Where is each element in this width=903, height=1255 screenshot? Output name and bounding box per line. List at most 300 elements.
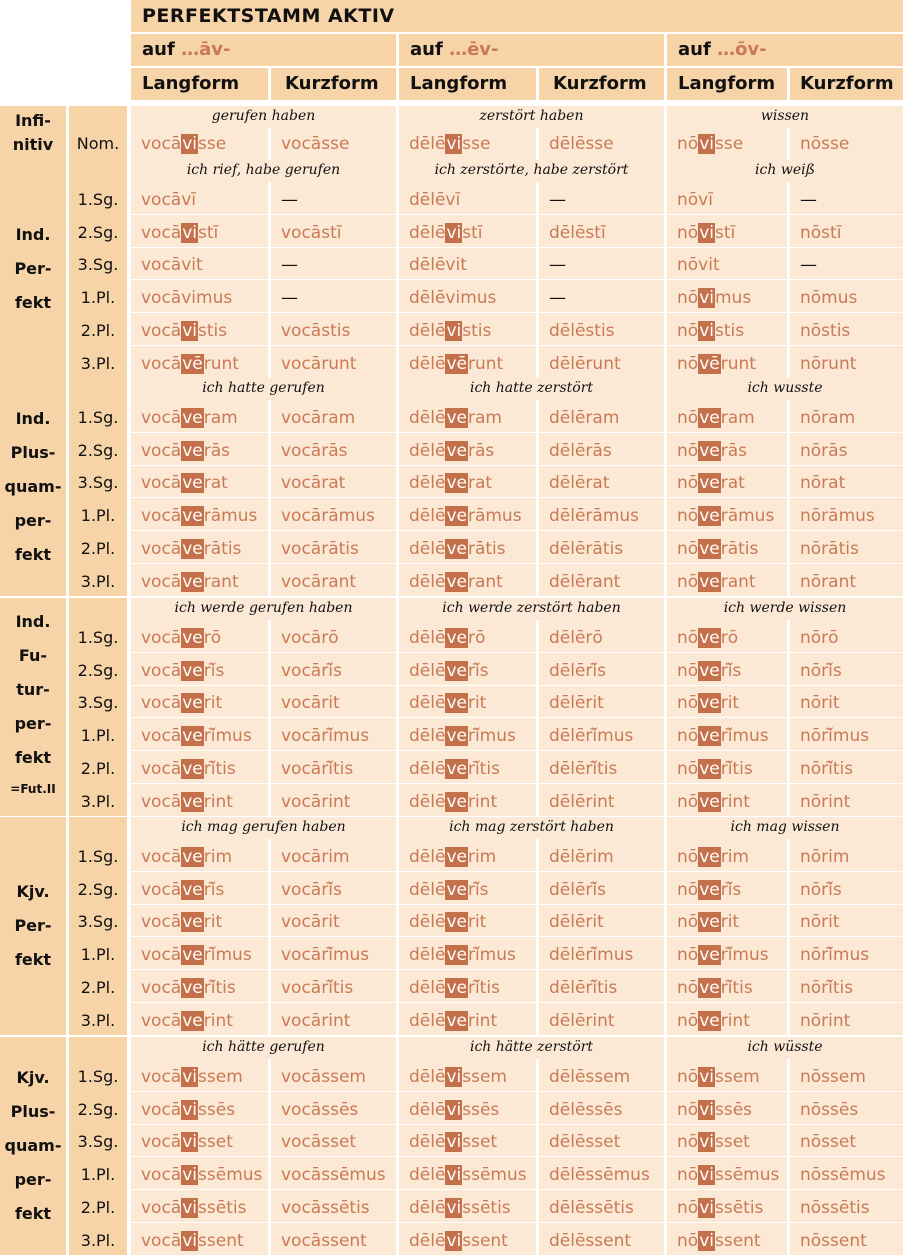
- form-highlight: ve: [699, 505, 720, 526]
- person-label: 1.Pl.: [80, 505, 116, 525]
- form-highlight: ve: [182, 725, 203, 746]
- form-part: rit: [203, 693, 223, 713]
- form-part: rǐ̄s: [467, 879, 489, 900]
- form-highlight: ve: [446, 758, 467, 779]
- form-part: dēlēssent: [549, 1230, 632, 1251]
- verb-form: [141, 407, 238, 429]
- form-part: vocārat: [281, 473, 346, 493]
- verb-form: [409, 440, 494, 462]
- verb-form: [141, 977, 236, 999]
- form-part: nōrǐ̄mus: [800, 725, 870, 746]
- form-highlight: ve: [182, 791, 203, 812]
- form-highlight: ve: [446, 440, 467, 461]
- verb-form: [409, 879, 489, 901]
- form-highlight: vi: [699, 1197, 714, 1218]
- verb-form: [281, 660, 342, 682]
- form-part: vocāstis: [281, 320, 351, 341]
- form-part: dēlē: [409, 1066, 446, 1087]
- form-dash: —: [281, 255, 298, 275]
- person-label: 1.Sg.: [77, 407, 119, 427]
- form-highlight: ve: [446, 660, 467, 681]
- verb-form: [409, 627, 485, 649]
- form-part: nō: [677, 912, 699, 932]
- form-part: rim: [203, 846, 233, 867]
- verb-form: [281, 1164, 386, 1186]
- col-header-langform: Langform: [410, 73, 508, 94]
- form-highlight: ve: [699, 440, 720, 461]
- form-part: dēlērǐ̄tis: [549, 977, 618, 998]
- form-part: dēlērāmus: [549, 505, 640, 526]
- section-label-line: =Fut.II: [10, 782, 56, 796]
- form-part: rint: [203, 1010, 233, 1031]
- verb-form: [409, 1010, 497, 1032]
- form-part: dēlē: [409, 846, 446, 867]
- form-part: dēlērat: [549, 473, 610, 493]
- verb-form: [677, 879, 741, 901]
- verb-form: [549, 758, 617, 780]
- form-part: rǐ̄s: [203, 660, 225, 681]
- form-part: ssent: [198, 1230, 244, 1251]
- verb-form: [800, 1010, 850, 1032]
- person-label: 2.Sg.: [77, 1099, 119, 1119]
- form-part: vocārunt: [281, 353, 357, 374]
- form-part: dēlē: [409, 758, 446, 779]
- form-highlight: ve: [699, 693, 720, 713]
- form-part: vocā: [141, 944, 182, 965]
- verb-form: [677, 440, 747, 462]
- form-highlight: ve: [699, 912, 720, 932]
- verb-form: [549, 660, 606, 682]
- form-part: dēlē: [409, 133, 446, 154]
- form-highlight: ve: [699, 627, 720, 648]
- form-highlight: vi: [182, 1066, 198, 1087]
- verb-form: [409, 1164, 527, 1186]
- verb-form: [281, 353, 356, 375]
- form-part: vocāssent: [281, 1230, 367, 1251]
- form-part: nō: [677, 1066, 699, 1087]
- form-part: nō: [677, 320, 699, 341]
- form-part: rat: [467, 473, 493, 493]
- verb-form: [409, 911, 486, 933]
- verb-form: [409, 407, 502, 429]
- form-part: dēlērātis: [549, 538, 624, 559]
- person-label: 1.Pl.: [80, 725, 116, 745]
- verb-form: [549, 879, 606, 901]
- form-part: sset: [462, 1132, 498, 1152]
- form-part: rō: [203, 627, 222, 648]
- form-part: dēlē: [409, 627, 446, 648]
- verb-form: [677, 472, 745, 494]
- verb-form: [549, 254, 566, 276]
- person-label: 3.Sg.: [77, 912, 119, 931]
- verb-form: [281, 440, 348, 462]
- form-part: nō: [677, 473, 699, 493]
- translation-text: ich werde zerstört haben: [442, 600, 621, 616]
- form-part: rim: [720, 846, 749, 867]
- form-part: nō: [677, 758, 699, 779]
- verb-form: [677, 407, 755, 429]
- form-part: vocārit: [281, 693, 340, 713]
- form-part: dēlērǐ̄mus: [549, 944, 634, 965]
- person-label: 3.Pl.: [80, 353, 116, 373]
- verb-form: [141, 1010, 233, 1032]
- form-part: nōssem: [800, 1066, 866, 1087]
- translation-text: ich hatte gerufen: [202, 380, 325, 396]
- form-highlight: vi: [699, 222, 714, 243]
- section-label-line: Plus-: [10, 1102, 56, 1121]
- form-highlight: ve: [699, 725, 720, 746]
- verb-form: [800, 627, 839, 649]
- form-part: vocā: [141, 1230, 182, 1251]
- form-highlight: ve: [446, 473, 467, 493]
- form-part: nōssētis: [800, 1197, 870, 1218]
- form-part: nō: [677, 1197, 699, 1218]
- verb-form: [141, 1066, 243, 1088]
- form-part: rit: [720, 693, 740, 713]
- form-part: sse: [198, 133, 227, 154]
- verb-form: [800, 440, 847, 462]
- form-part: dēlē: [409, 1197, 446, 1218]
- verb-form: [677, 791, 750, 813]
- form-highlight: vē: [182, 353, 203, 374]
- form-part: vocārǐ̄s: [281, 879, 342, 900]
- form-part: rǐ̄tis: [203, 758, 236, 779]
- form-highlight: vi: [446, 133, 462, 154]
- form-part: vocā: [141, 1066, 182, 1087]
- form-part: vocārō: [281, 627, 339, 648]
- form-part: nōrit: [800, 693, 840, 713]
- form-part: nō: [677, 1230, 699, 1251]
- form-highlight: ve: [699, 473, 720, 493]
- verb-form: [800, 660, 842, 682]
- verb-form: [141, 944, 252, 966]
- form-part: nōsse: [800, 133, 850, 154]
- verb-form: [549, 189, 566, 211]
- translation-text: zerstört haben: [479, 108, 584, 124]
- section-label-line: Kjv.: [16, 1068, 50, 1087]
- verb-form: [409, 353, 503, 375]
- form-part: ssem: [714, 1066, 760, 1087]
- form-part: rit: [467, 912, 487, 932]
- verb-form: [409, 692, 486, 714]
- form-highlight: vi: [699, 320, 714, 341]
- section-label-line: Per-: [14, 916, 52, 935]
- form-part: nōrant: [800, 571, 857, 592]
- form-highlight: ve: [446, 846, 467, 867]
- form-part: nō: [677, 944, 699, 965]
- verb-form: [549, 222, 606, 244]
- verb-form: [281, 320, 350, 342]
- form-highlight: vi: [699, 1066, 714, 1087]
- form-highlight: ve: [446, 1010, 467, 1031]
- form-highlight: ve: [182, 1010, 203, 1031]
- person-label: 2.Sg.: [77, 660, 119, 680]
- section-label-line: Infi-: [15, 111, 51, 130]
- verb-form: [141, 1197, 246, 1219]
- form-part: vocā: [141, 1132, 182, 1152]
- verb-form: [549, 977, 617, 999]
- form-part: nōsset: [800, 1132, 857, 1152]
- form-part: rǐ̄s: [720, 660, 742, 681]
- verb-form: [677, 758, 753, 780]
- form-part: vocā: [141, 758, 182, 779]
- form-part: nōstis: [800, 320, 851, 341]
- form-part: rint: [203, 791, 233, 812]
- form-highlight: ve: [699, 571, 720, 592]
- form-part: ram: [203, 407, 238, 428]
- verb-form: [141, 222, 218, 244]
- form-part: nōrunt: [800, 353, 857, 374]
- section-label-line: per-: [14, 1170, 52, 1189]
- verb-form: [409, 472, 492, 494]
- form-part: dēlē: [409, 912, 446, 932]
- form-part: vocā: [141, 846, 182, 867]
- form-part: ssēmus: [198, 1164, 263, 1185]
- form-part: nōrǐ̄tis: [800, 758, 854, 779]
- form-highlight: ve: [182, 627, 203, 648]
- form-part: sse: [462, 133, 491, 154]
- verb-form: [281, 1230, 367, 1252]
- verb-form: [409, 222, 482, 244]
- verb-form: [281, 222, 341, 244]
- form-part: rant: [467, 571, 503, 592]
- form-highlight: ve: [446, 879, 467, 900]
- verb-form: [549, 1197, 634, 1219]
- verb-form: [549, 133, 614, 155]
- form-part: ssem: [198, 1066, 243, 1087]
- form-part: rǐ̄mus: [467, 725, 516, 746]
- verb-form: [141, 287, 232, 309]
- form-highlight: ve: [446, 407, 467, 428]
- group-header-ov: [678, 39, 767, 60]
- group-pattern: …ōv-: [717, 39, 767, 60]
- form-part: nōssent: [800, 1230, 867, 1251]
- form-part: vocāsse: [281, 133, 350, 154]
- verb-form: [141, 440, 230, 462]
- translation-text: ich mag zerstört haben: [449, 819, 614, 835]
- form-part: dēlē: [409, 791, 446, 812]
- verb-form: [141, 911, 222, 933]
- section-label-line: fekt: [14, 748, 52, 767]
- form-part: nō: [677, 1010, 699, 1031]
- form-part: dēlērǐ̄mus: [549, 725, 634, 746]
- form-part: dēlē: [409, 879, 446, 900]
- form-part: vocāsset: [281, 1132, 357, 1152]
- form-part: rǐ̄mus: [720, 725, 769, 746]
- form-part: vocāvī: [141, 189, 197, 210]
- verb-form: [800, 538, 859, 560]
- form-part: dēlēvī: [409, 189, 461, 210]
- form-part: ssēs: [714, 1099, 753, 1120]
- verb-form: [409, 254, 467, 276]
- form-part: vocārant: [281, 571, 357, 592]
- form-highlight: vi: [446, 1197, 462, 1218]
- form-part: rǐ̄tis: [467, 758, 500, 779]
- translation-text: ich rief, habe gerufen: [186, 162, 341, 178]
- form-highlight: ve: [699, 758, 720, 779]
- verb-form: [677, 627, 738, 649]
- form-part: vocā: [141, 353, 182, 374]
- verb-form: [677, 133, 743, 155]
- form-part: vocā: [141, 1010, 182, 1031]
- verb-form: [141, 133, 226, 155]
- verb-form: [409, 944, 516, 966]
- form-part: nōram: [800, 407, 856, 428]
- verb-form: [141, 1099, 235, 1121]
- form-part: vocā: [141, 879, 182, 900]
- verb-form: [281, 287, 298, 309]
- form-highlight: vi: [182, 1164, 198, 1185]
- section-label-line: Ind.: [15, 409, 51, 428]
- form-dash: —: [549, 287, 566, 308]
- verb-form: [800, 977, 853, 999]
- form-part: rǐ̄mus: [203, 944, 252, 965]
- form-part: dēlērǐ̄tis: [549, 758, 618, 779]
- form-part: rāmus: [203, 505, 258, 526]
- form-part: nō: [677, 879, 699, 900]
- translation-text: ich werde wissen: [723, 600, 847, 616]
- verb-form: [549, 472, 610, 494]
- form-part: vocāvimus: [141, 287, 233, 308]
- translation-text: gerufen haben: [211, 108, 316, 124]
- form-part: rǐ̄s: [467, 660, 489, 681]
- form-part: nō: [677, 222, 699, 243]
- verb-form: [677, 538, 758, 560]
- form-highlight: vi: [182, 1197, 198, 1218]
- section-label-line: Ind.: [15, 612, 51, 631]
- verb-form: [141, 538, 241, 560]
- form-highlight: vi: [446, 1099, 462, 1120]
- section-label-line: fekt: [14, 1204, 52, 1223]
- translation-text: ich hätte gerufen: [202, 1039, 325, 1055]
- form-part: vocārǐ̄s: [281, 660, 342, 681]
- form-part: dēlērās: [549, 440, 612, 461]
- form-highlight: ve: [699, 879, 720, 900]
- form-part: nō: [677, 1099, 699, 1120]
- form-part: nōvī: [677, 189, 713, 210]
- form-part: dēlē: [409, 505, 446, 526]
- form-part: rat: [720, 473, 745, 493]
- form-part: dēlē: [409, 538, 446, 559]
- form-part: vocā: [141, 320, 182, 341]
- verb-form: [281, 472, 345, 494]
- verb-form: [141, 879, 224, 901]
- form-part: vocāssēs: [281, 1099, 359, 1120]
- verb-form: [677, 287, 751, 309]
- form-part: runt: [720, 353, 756, 374]
- form-part: dēlēvimus: [409, 287, 497, 308]
- col-header-kurzform: Kurzform: [800, 73, 894, 94]
- form-part: dēlēssēs: [549, 1099, 623, 1120]
- verb-form: [800, 758, 853, 780]
- form-highlight: vi: [699, 1099, 714, 1120]
- form-part: nōstī: [800, 222, 842, 243]
- verb-form: [677, 222, 735, 244]
- person-label: 3.Pl.: [80, 791, 116, 811]
- form-highlight: vi: [182, 1132, 198, 1152]
- verb-form: [409, 1099, 499, 1121]
- verb-form: [281, 879, 342, 901]
- verb-form: [281, 407, 355, 429]
- form-highlight: ve: [699, 791, 720, 812]
- form-part: nō: [677, 440, 699, 461]
- form-part: rǐ̄mus: [467, 944, 516, 965]
- form-part: runt: [467, 353, 504, 374]
- form-part: dēlē: [409, 944, 446, 965]
- section-label-line: Kjv.: [16, 882, 50, 901]
- verb-form: [800, 846, 849, 868]
- form-part: rō: [720, 627, 739, 648]
- form-part: dēlē: [409, 320, 446, 341]
- verb-form: [677, 660, 741, 682]
- verb-form: [800, 692, 840, 714]
- form-part: stis: [462, 320, 492, 341]
- form-highlight: vē: [699, 353, 720, 374]
- form-part: vocā: [141, 977, 182, 998]
- person-label: Nom.: [76, 133, 120, 153]
- form-highlight: vi: [182, 1099, 198, 1120]
- verb-form: [549, 1230, 631, 1252]
- form-part: stis: [714, 320, 745, 341]
- form-highlight: ve: [446, 725, 467, 746]
- form-part: vocā: [141, 473, 182, 493]
- verb-form: [281, 1066, 366, 1088]
- person-label: 3.Sg.: [77, 1132, 119, 1151]
- form-part: nōrǐ̄s: [800, 660, 842, 681]
- form-dash: —: [800, 189, 817, 210]
- form-part: rǐ̄tis: [720, 977, 753, 998]
- group-prefix: auf: [410, 39, 450, 60]
- verb-form: [281, 1197, 370, 1219]
- person-label: 2.Sg.: [77, 222, 119, 242]
- verb-form: [800, 407, 855, 429]
- form-part: dēlē: [409, 693, 446, 713]
- form-part: vocā: [141, 133, 182, 154]
- form-part: vocārǐ̄tis: [281, 758, 354, 779]
- verb-form: [281, 758, 353, 780]
- form-part: rant: [203, 571, 239, 592]
- verb-form: [677, 571, 756, 593]
- form-part: dēlērint: [549, 791, 615, 812]
- verb-form: [409, 505, 522, 527]
- form-highlight: ve: [446, 571, 467, 592]
- form-part: rǐ̄mus: [203, 725, 252, 746]
- verb-form: [549, 846, 614, 868]
- verb-form: [549, 505, 639, 527]
- form-highlight: ve: [182, 660, 203, 681]
- verb-form: [549, 1066, 630, 1088]
- verb-form: [800, 1099, 858, 1121]
- form-highlight: vi: [699, 1132, 714, 1152]
- verb-form: [677, 1164, 779, 1186]
- person-label: 3.Pl.: [80, 1230, 116, 1250]
- form-part: nōrit: [800, 912, 840, 932]
- verb-form: [549, 353, 621, 375]
- form-part: stī: [462, 222, 483, 243]
- form-part: nōrint: [800, 791, 851, 812]
- verb-form: [281, 189, 298, 211]
- verb-form: [281, 977, 353, 999]
- form-highlight: vi: [182, 320, 198, 341]
- form-highlight: ve: [182, 505, 203, 526]
- person-label: 2.Sg.: [77, 879, 119, 899]
- verb-form: [549, 440, 612, 462]
- form-part: rāmus: [720, 505, 775, 526]
- verb-form: [800, 287, 857, 309]
- form-part: runt: [203, 353, 239, 374]
- form-part: ssēmus: [462, 1164, 527, 1185]
- form-part: dēlērim: [549, 846, 614, 867]
